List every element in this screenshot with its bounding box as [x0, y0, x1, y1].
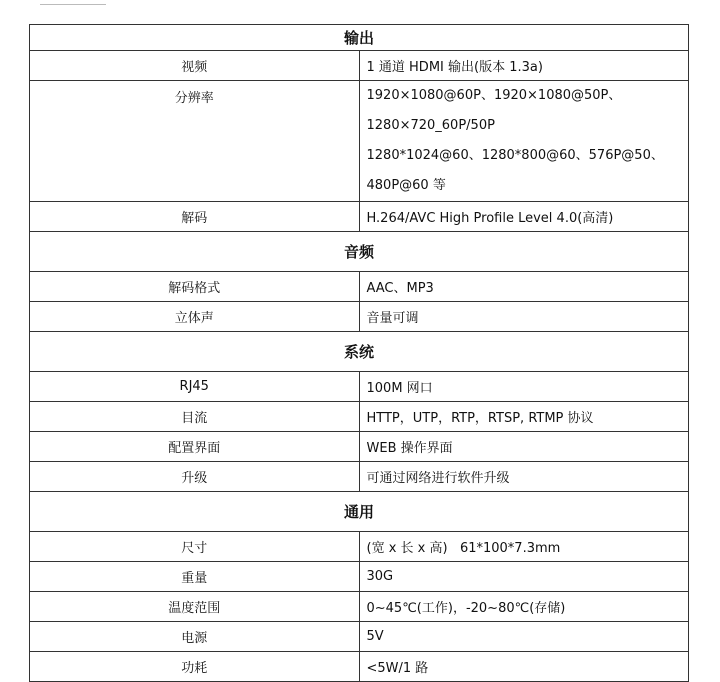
row-value: 1 通道 HDMI 输出(版本 1.3a)	[359, 51, 689, 81]
row-value: 5V	[359, 622, 689, 652]
row-value: 可通过网络进行软件升级	[359, 462, 689, 492]
row-value: 0~45℃(工作)，-20~80℃(存储)	[359, 592, 689, 622]
row-label: RJ45	[30, 372, 360, 402]
section-title: 系统	[30, 332, 689, 372]
row-label: 电源	[30, 622, 360, 652]
section-title: 输出	[30, 25, 689, 51]
table-row	[30, 532, 689, 562]
row-value-line: 1920×1080@60P、1920×1080@50P、1280×720_60P/50P	[366, 88, 622, 133]
table-row	[30, 202, 689, 232]
row-value: 音量可调	[359, 302, 689, 332]
row-value-multiline	[359, 81, 689, 202]
row-value: WEB 操作界面	[359, 432, 689, 462]
row-value: (宽 x 长 x 高) 61*100*7.3mm	[359, 532, 689, 562]
section-title: 音频	[30, 232, 689, 272]
row-label: 解码格式	[30, 272, 360, 302]
row-label: 视频	[30, 51, 360, 81]
row-value: <5W/1 路	[359, 652, 689, 682]
table-row	[30, 652, 689, 682]
row-value: 30G	[359, 562, 689, 592]
row-label: 重量	[30, 562, 360, 592]
row-value: HTTP，UTP，RTP，RTSP, RTMP 协议	[359, 402, 689, 432]
section-title: 通用	[30, 492, 689, 532]
row-value: AAC、MP3	[359, 272, 689, 302]
row-label: 目流	[30, 402, 360, 432]
table-row	[30, 51, 689, 81]
row-value: 100M 网口	[359, 372, 689, 402]
row-label: 升级	[30, 462, 360, 492]
section-general-header	[30, 492, 689, 532]
row-label: 尺寸	[30, 532, 360, 562]
table-row	[30, 432, 689, 462]
section-output-header	[30, 25, 689, 51]
section-system-header	[30, 332, 689, 372]
table-row	[30, 272, 689, 302]
table-row	[30, 372, 689, 402]
row-label: 配置界面	[30, 432, 360, 462]
row-label: 功耗	[30, 652, 360, 682]
table-row	[30, 402, 689, 432]
spec-table	[29, 24, 689, 682]
row-label: 立体声	[30, 302, 360, 332]
row-value-line: 1280*1024@60、1280*800@60、576P@50、480P@60 等	[366, 148, 664, 193]
table-row	[30, 622, 689, 652]
row-label: 解码	[30, 202, 360, 232]
table-row	[30, 592, 689, 622]
table-row	[30, 302, 689, 332]
top-edge-fragment	[40, 0, 106, 5]
row-value: H.264/AVC High Profile Level 4.0(高清)	[359, 202, 689, 232]
row-label: 分辨率	[30, 81, 360, 202]
table-row	[30, 462, 689, 492]
table-row	[30, 562, 689, 592]
section-audio-header	[30, 232, 689, 272]
table-row	[30, 81, 689, 202]
row-label: 温度范围	[30, 592, 360, 622]
